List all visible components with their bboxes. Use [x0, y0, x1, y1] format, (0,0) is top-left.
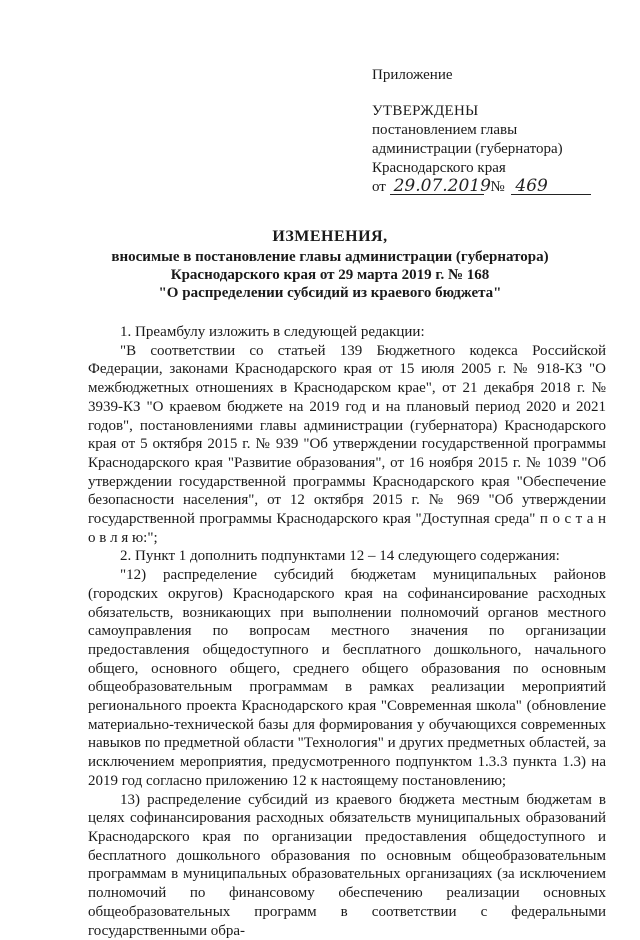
date-number-line: [372, 178, 612, 197]
approval-line-2: администрации (губернатора): [372, 141, 563, 157]
approval-line-1: постановлением главы: [372, 122, 518, 138]
paragraph-1: 1. Преамбулу изложить в следующей редакции:: [120, 324, 425, 340]
approved-label: УТВЕРЖДЕНЫ: [372, 103, 479, 119]
from-label: от: [372, 179, 386, 195]
handwritten-date: 29.07.2019: [390, 178, 484, 195]
approval-line-3: Краснодарского края: [372, 160, 506, 176]
paragraph-5: 13) распределение субсидий из краевого бюджета местным бюджетам в целях софинансирования расходных обязательств муниципальных образований Краснодарского края по организации предоставления общедоступного и бесплатного дошкольного образования по основным общеобразовательным программам в муниципальных образовательных организациях (за исключением полномочий по финансовому обеспечению реализации основных общеобразовательных программ в соответствии с федеральными государственными обра-: [88, 791, 606, 939]
appendix-label: Приложение: [372, 67, 453, 83]
document-body: [88, 323, 606, 940]
title-line-2: Краснодарского края от 29 марта 2019 г. № 168: [170, 267, 490, 283]
title-line-3: "О распределении субсидий из краевого бюджета": [158, 285, 502, 301]
document-title: [60, 228, 600, 302]
title-main: ИЗМЕНЕНИЯ,: [272, 228, 388, 245]
approval-block: [372, 66, 612, 197]
paragraph-4: "12) распределение субсидий бюджетам муниципальных районов (городских округов) Краснодарского края на софинансирование расходных обязательств, возникающих при выполнении полномочий органов местного самоуправления по вопросам местного значения по организации предоставления общедоступного и бесплатного дошкольного, начального общего, основного общего, среднего общего образования по основным общеобразовательным программам в рамках реализации мероприятий регионального проекта Краснодарского края "Современная школа" (обновление материально-технической базы для формирования у обучающихся современных навыков по предметной области "Технология" и других предметных областей, за исключением мероприятия, предусмотренного подпунктом 1.3.3 пункта 1.3) на 2019 год согласно приложению 12 к настоящему постановлению;: [88, 567, 606, 789]
paragraph-2: "В соответствии со статьей 139 Бюджетного кодекса Российской Федерации, законами Краснодарского края от 15 июля 2005 г. № 918-КЗ "О межбюджетных отношениях в Краснодарском крае", от 21 декабря 2018 г. № 3939-КЗ "О краевом бюджете на 2019 год и на плановый период 2020 и 2021 годов", постановлениями главы администрации (губернатора) Краснодарского края от 5 октября 2015 г. № 939 "Об утверждении государственной программы Краснодарского края "Развитие образования", от 16 ноября 2015 г. № 1039 "Об утверждении государственной программы Краснодарского края "Обеспечение безопасности населения", от 12 октября 2015 г. № 969 "Об утверждении государственной программы Краснодарского края "Доступная среда" п о с т а н о в л я ю:";: [88, 342, 606, 546]
paragraph-3: 2. Пункт 1 дополнить подпунктами 12 – 14 следующего содержания:: [120, 548, 560, 565]
title-line-1: вносимые в постановление главы администрации (губернатора): [111, 249, 549, 265]
handwritten-number: 469: [511, 178, 591, 195]
number-label: №: [490, 179, 505, 195]
